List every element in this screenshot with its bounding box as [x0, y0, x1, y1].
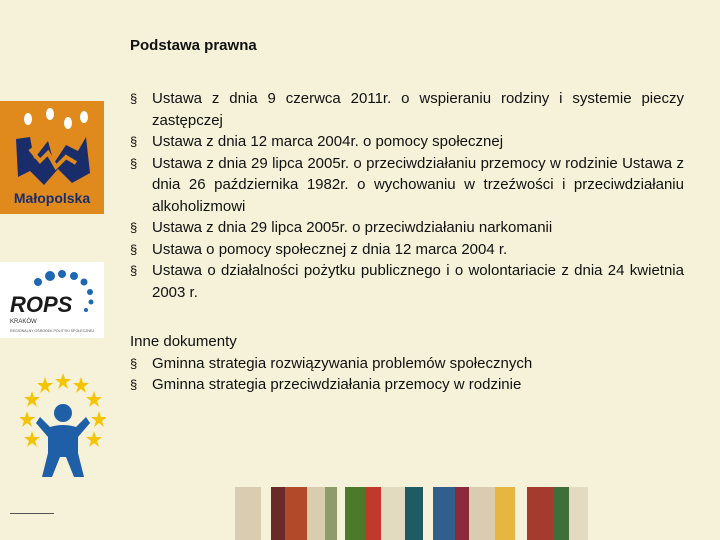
slide-content [130, 88, 684, 396]
child-figure-icon [36, 404, 90, 477]
stripe [553, 487, 569, 540]
list-item-text: Gminna strategia przeciwdziałania przemocy w rodzinie [152, 376, 522, 393]
rops-label: ROPS [10, 292, 73, 317]
stripe [285, 487, 307, 540]
other-documents-heading: Inne dokumenty [130, 333, 237, 350]
list-item [130, 353, 684, 375]
stripe [433, 487, 455, 540]
stripe [495, 487, 515, 540]
bullet-mark: § [130, 155, 138, 171]
stripe [261, 487, 271, 540]
rops-city: KRAKÓW [10, 319, 37, 325]
stripe [405, 487, 423, 540]
stripe [569, 487, 588, 540]
bullet-mark: § [130, 377, 138, 392]
list-item [130, 153, 684, 218]
stripe [527, 487, 553, 540]
bullet-mark: § [130, 263, 138, 278]
list-item [130, 217, 684, 239]
malopolska-label: Małopolska [13, 190, 91, 206]
list-item-text: Ustawa z dnia 9 czerwca 2011r. o wspieraniu rodziny i systemie pieczy zastępczej [152, 90, 684, 129]
eu-child-logo [20, 373, 106, 485]
stripe [345, 487, 365, 540]
list-item [130, 260, 684, 303]
list-item [130, 239, 684, 261]
list-item [130, 88, 684, 131]
rops-logo [0, 262, 104, 338]
bullet-mark: § [130, 220, 138, 235]
stripe [515, 487, 527, 540]
list-item-text: Ustawa z dnia 29 lipca 2005r. o przeciwdziałaniu przemocy w rodzinie Ustawa z dnia 26 października 1982r. o wychowaniu w trzeźwości i przeciwdziałaniu alkoholizmowi [152, 154, 684, 215]
bullet-mark: § [130, 91, 138, 106]
list-item-text: Ustawa o pomocy społecznej z dnia 12 marca 2004 r. [152, 240, 508, 258]
stripe [469, 487, 495, 540]
decorative-stripes [235, 487, 720, 540]
stripe [337, 487, 345, 540]
stripe [455, 487, 469, 540]
list-item-text: Gminna strategia rozwiązywania problemów społecznych [152, 354, 533, 372]
list-item [130, 374, 684, 396]
list-item [130, 131, 684, 153]
other-documents-list [130, 353, 684, 396]
stripe [235, 487, 261, 540]
rops-subtitle: REGIONALNY OŚRODEK POLITYKI SPOŁECZNEJ [10, 329, 95, 333]
malopolska-logo [0, 101, 104, 214]
legal-basis-list [130, 88, 684, 303]
stripe [365, 487, 381, 540]
bullet-mark: § [130, 355, 138, 371]
list-item-text: Ustawa z dnia 29 lipca 2005r. o przeciwdziałaniu narkomanii [152, 219, 553, 236]
stripe [381, 487, 405, 540]
list-item-text: Ustawa z dnia 12 marca 2004r. o pomocy społecznej [152, 133, 504, 150]
bullet-mark: § [130, 134, 138, 149]
list-item-text: Ustawa o działalności pożytku publicznego i o wolontariacie z dnia 24 kwietnia 2003 r. [152, 262, 684, 301]
stripe [307, 487, 325, 540]
stripe [325, 487, 337, 540]
side-divider [10, 513, 54, 514]
slide-title: Podstawa prawna [130, 37, 257, 54]
stripe [271, 487, 285, 540]
bullet-mark: § [130, 241, 138, 257]
stripe [423, 487, 433, 540]
